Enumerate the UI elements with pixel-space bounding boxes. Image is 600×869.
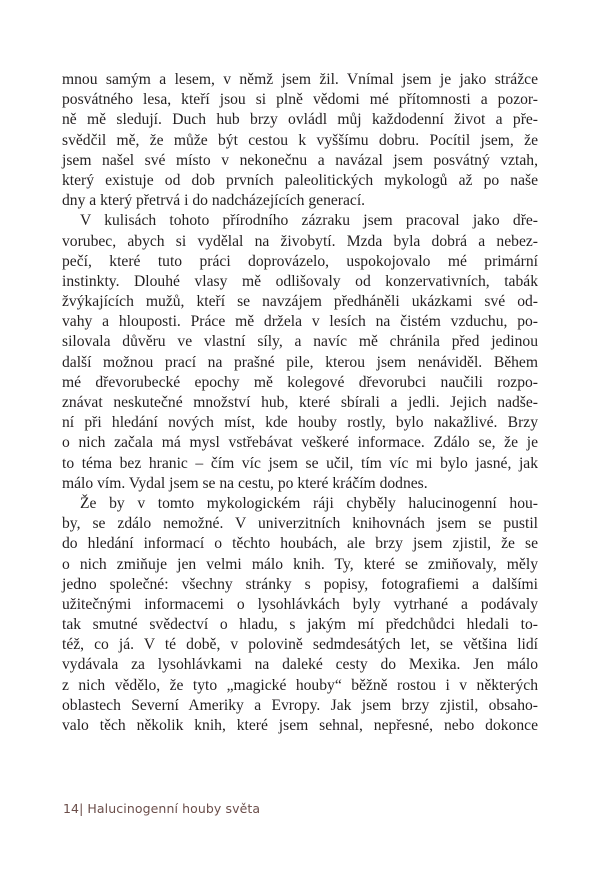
text-line: vahy a hlouposti. Práce mě držela v lesích na čistém vzduchu, po- [62, 313, 538, 331]
footer-separator: | [79, 801, 84, 816]
text-line: svědčil mě, že může být cestou k vyššímu dobru. Pocítil jsem, že [62, 131, 538, 149]
text-line: o nich zmiňuje jen velmi málo knih. Ty, které se zmiňovaly, měly [62, 555, 538, 573]
running-footer [63, 801, 260, 816]
book-title: Halucinogenní houby světa [87, 801, 261, 816]
text-line: žvýkajících mužů, kteří se navzájem předháněli ukázkami své od- [62, 293, 538, 311]
text-line: V kulisách tohoto přírodního zázraku jsem pracoval jako dře- [80, 212, 538, 230]
text-line: který existuje od dob prvních paleolitických mykologů až po naše [62, 171, 538, 189]
text-line: instinkty. Dlouhé vlasy mě odlišovaly od konzervativních, tabák [62, 272, 538, 290]
text-line: jedno společné: všechny stránky s popisy, fotografiemi a dalšími [62, 575, 538, 593]
text-line: posvátného lesa, kteří jsou si plně vědomi mé přítomnosti a pozor- [62, 91, 538, 109]
text-line: ní při hledání nových míst, kde houby rostly, bylo nakažlivé. Brzy [62, 414, 538, 432]
text-line: z nich vědělo, že tyto „magické houby“ běžně rostou i v některých [62, 676, 538, 694]
paragraph-2 [62, 211, 538, 494]
text-line: vydávala za lysohlávkami na daleké cesty do Mexika. Jen málo [62, 656, 538, 674]
text-line: jsem našel své místo v nekonečnu a navázal jsem posvátný vztah, [62, 151, 538, 169]
text-line: málo vím. Vydal jsem se na cestu, po které kráčím dodnes. [62, 474, 428, 492]
text-line: tak smutné svědectví o hladu, s jakým mí předchůdci hledali to- [62, 616, 538, 634]
text-line: znávat neskutečné množství hub, které sbírali a jedli. Jejich nadše- [62, 394, 538, 411]
page-number: 14 [63, 801, 80, 816]
text-line: silovala důvěru ve vlastní síly, a navíc mě chránila před jedinou [62, 333, 538, 351]
text-line: další možnou prací na prašné pile, kterou jsem nenáviděl. Během [62, 353, 538, 371]
paragraph-1 [62, 70, 538, 211]
text-line: o nich začala má mysl vstřebávat veškeré informace. Zdálo se, že je [62, 434, 538, 452]
text-line: mnou samým a lesem, v němž jsem žil. Vnímal jsem je jako strážce [62, 71, 538, 88]
text-line: do hledání informací o těchto houbách, ale brzy jsem zjistil, že se [62, 535, 538, 553]
body-text [62, 70, 538, 736]
text-line: též, co já. V té době, v polovině sedmdesátých let, se většina lidí [62, 636, 538, 654]
text-line: pečí, které tuto práci doprovázelo, uspokojovalo mé primární [62, 252, 538, 270]
text-line: mé dřevorubecké epochy mě kolegové dřevorubci naučili rozpo- [62, 373, 538, 391]
text-line: by, se zdálo nemožné. V univerzitních knihovnách jsem se pustil [62, 515, 538, 533]
text-line: to téma bez hranic – čím víc jsem se učil, tím víc mi bylo jasné, jak [62, 454, 538, 472]
text-line: dny a který přetrvá i do nadcházejících generací. [62, 192, 366, 210]
text-line: valo těch několik knih, které jsem sehnal, nepřesné, nebo dokonce [62, 717, 538, 734]
text-line: užitečnými informacemi o lysohlávkách byly vytrhané a podávaly [62, 595, 538, 613]
text-line: Že by v tomto mykologickém ráji chyběly halucinogenní hou- [80, 494, 538, 512]
text-line: ně mě sledují. Duch hub brzy ovládl můj každodenní život a pře- [62, 111, 538, 129]
text-line: oblastech Severní Ameriky a Evropy. Jak jsem brzy zjistil, obsaho- [62, 696, 538, 714]
text-line: vorubec, abych si vydělal na živobytí. Mzda byla dobrá a nebez- [62, 232, 538, 250]
paragraph-3 [62, 494, 538, 736]
